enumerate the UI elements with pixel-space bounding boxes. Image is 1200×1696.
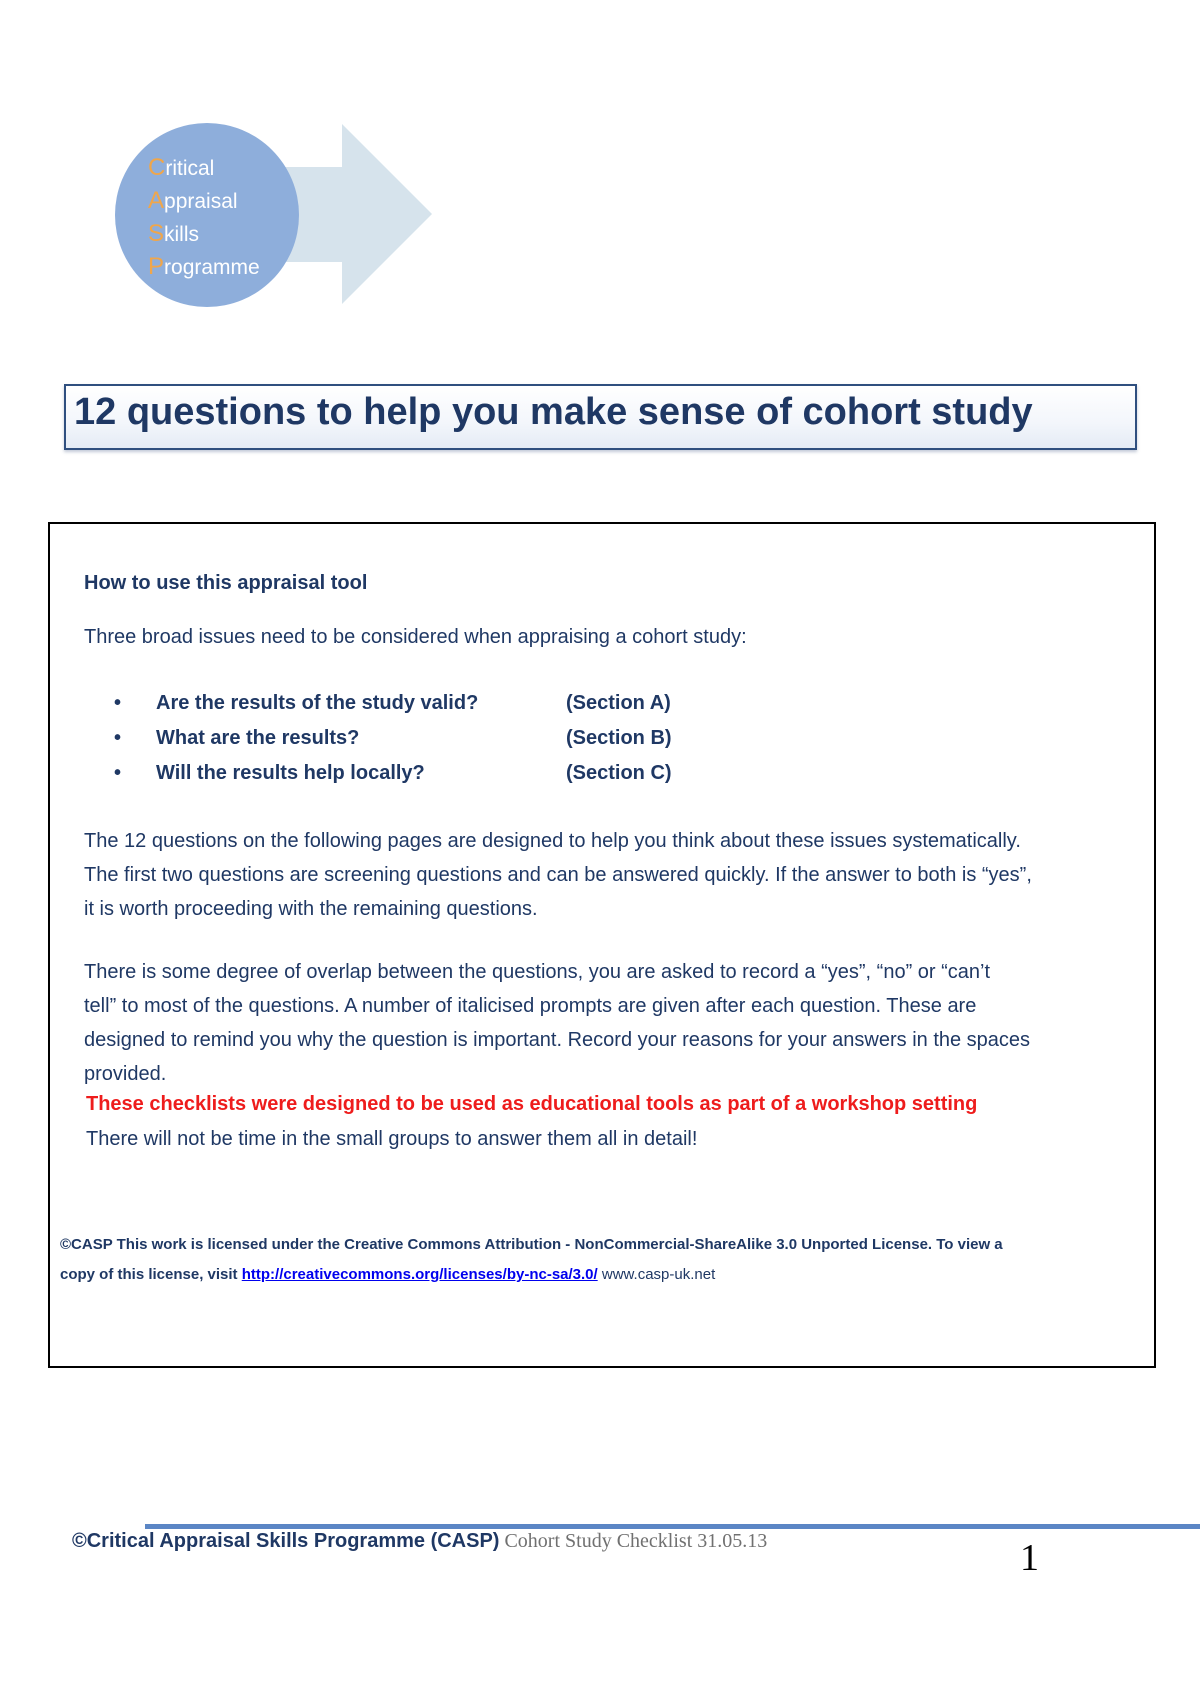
paragraph-line: it is worth proceeding with the remaining questions. xyxy=(84,898,538,920)
logo-line-skills: Skills xyxy=(148,220,200,247)
issue-section: (Section B) xyxy=(566,727,672,749)
casp-website: www.casp-uk.net xyxy=(597,1266,716,1283)
footer-doc-info: Cohort Study Checklist 31.05.13 xyxy=(499,1530,768,1552)
paragraph-line: provided. xyxy=(84,1063,167,1085)
instructions-box xyxy=(48,522,1156,1368)
footer-copyright: ©Critical Appraisal Skills Programme (CASP) xyxy=(72,1530,500,1552)
logo-line-appraisal: Appraisal xyxy=(148,187,238,214)
logo-wordmark xyxy=(148,152,260,284)
overlap-paragraph xyxy=(84,955,1030,1091)
workshop-warning: These checklists were designed to be used as educational tools as part of a workshop setting xyxy=(86,1093,978,1115)
paragraph-line: designed to remind you why the question is important. Record your reasons for your answers in the spaces xyxy=(84,1029,1031,1051)
footer-rule xyxy=(145,1524,1200,1529)
license-link[interactable]: http://creativecommons.org/licenses/by-nc-sa/3.0/ xyxy=(241,1266,598,1283)
bullet-icon: • xyxy=(114,762,122,784)
list-item xyxy=(114,762,814,797)
intro-text: Three broad issues need to be considered when appraising a cohort study: xyxy=(84,626,747,648)
page-title: 12 questions to help you make sense of cohort study xyxy=(74,391,1033,433)
issues-list xyxy=(114,692,814,797)
page-number: 1 xyxy=(1020,1537,1039,1579)
bullet-icon: • xyxy=(114,692,122,714)
logo-line-programme: Programme xyxy=(148,253,260,280)
time-note: There will not be time in the small groups to answer them all in detail! xyxy=(86,1128,698,1150)
footer-text xyxy=(72,1530,767,1553)
paragraph-line: tell” to most of the questions. A number of italicised prompts are given after each question. These are xyxy=(84,995,977,1017)
license-line: copy of this license, visit http://creativecommons.org/licenses/by-nc-sa/3.0/ www.casp-uk.net xyxy=(60,1266,716,1283)
paragraph-line: There is some degree of overlap between the questions, you are asked to record a “yes”, “no” or “can’t xyxy=(84,961,991,983)
license-line: ©CASP This work is licensed under the Creative Commons Attribution - NonCommercial-ShareAlike 3.0 Unported License. To view a xyxy=(60,1236,1003,1253)
list-item xyxy=(114,692,814,727)
issue-section: (Section A) xyxy=(566,692,671,714)
section-heading: How to use this appraisal tool xyxy=(84,572,368,594)
title-box xyxy=(64,384,1137,450)
license-notice xyxy=(60,1230,1003,1290)
issue-question: Are the results of the study valid? xyxy=(156,692,479,714)
paragraph-line: The first two questions are screening questions and can be answered quickly. If the answer to both is “yes”, xyxy=(84,864,1032,886)
paragraph-line: The 12 questions on the following pages are designed to help you think about these issues systematically. xyxy=(84,830,1021,852)
issue-question: Will the results help locally? xyxy=(156,762,425,784)
list-item xyxy=(114,727,814,762)
issue-section: (Section C) xyxy=(566,762,672,784)
logo-line-critical: Critical xyxy=(148,154,215,181)
questions-paragraph xyxy=(84,824,1032,926)
bullet-icon: • xyxy=(114,727,122,749)
casp-logo xyxy=(112,122,442,312)
issue-question: What are the results? xyxy=(156,727,360,749)
